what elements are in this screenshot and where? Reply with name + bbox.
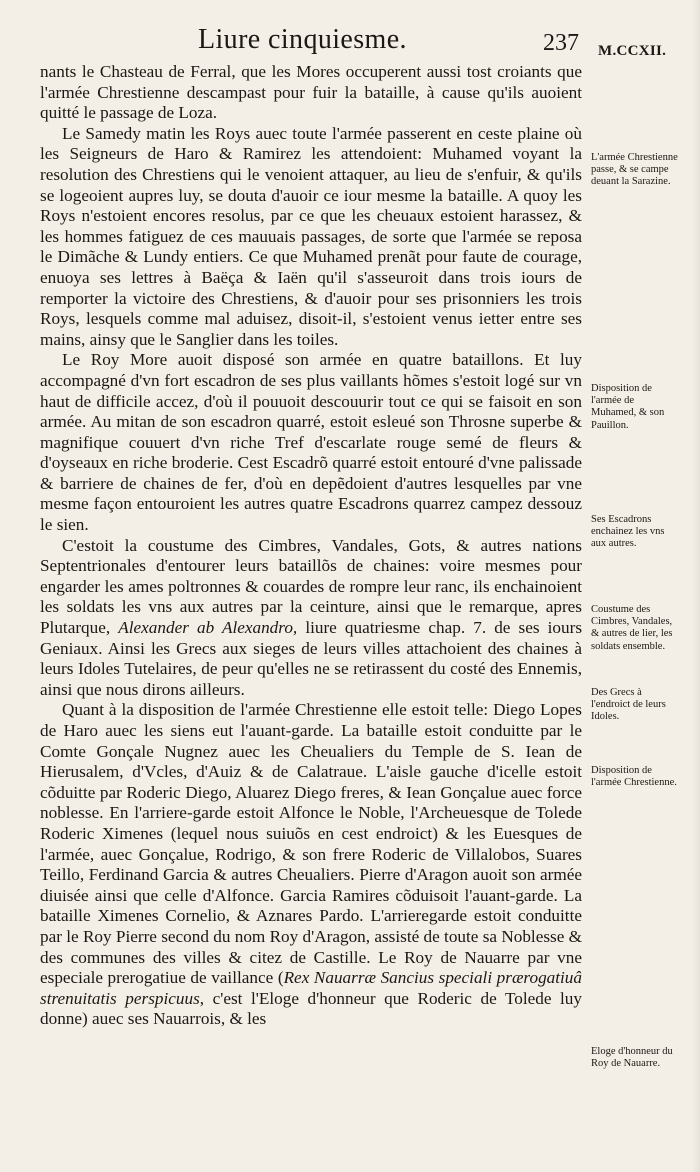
- page-number: 237: [543, 30, 579, 56]
- margin-note-6: Disposition de l'armée Chrestienne.: [591, 765, 677, 789]
- paragraph-3: Le Roy More auoit disposé son armée en quatre bataillons. Et luy accompagné d'vn fort escadron de ses plus vaillants hõmes s'estoit logé sur vn haut de difficile accez, d'où il pouuoit descouurir tout ce qui se faisoit en son armée. Au mitan de son escadron quarré, estoit esleué son Throsne superbe & magnifique couuert d'vn riche Tref d'escarlate rouge semé de fleurs & d'oyseaux en riche broderie. Cest Escadrõ quarré estoit entouré d'vne palissade & barriere de chaines de fer, d'où en depẽdoient d'autres lesquelles par vne mesme façon entouroient les autres quatre Escadrons quarrez campez dessouz le sien.: [40, 350, 582, 535]
- page-header: [0, 22, 700, 62]
- paragraph-5-latin-quote: Rex Nauarræ Sancius speciali prærogatiuâ strenuitatis perspicuus: [40, 968, 582, 1008]
- paragraph-4: [40, 536, 582, 701]
- paragraph-5: [40, 700, 582, 1030]
- margin-note-7: Eloge d'honneur du Roy de Nauarre.: [591, 1046, 673, 1070]
- paragraph-4-text-a: C'estoit la coustume des Cimbres, Vandales, Gots, & autres nations Septentrionales d'entourer leurs bataillõs de chaines: voire mesmes pour engarder les ames poltronnes & couardes de rompre leur ranc, ils enchainoient les soldats les vns aux autres par la ceinture, ainsi que le remarque, apres Plutarque,: [40, 535, 582, 638]
- paragraph-5-text-b: , c'est l'Eloge d'honneur que Roderic de Tolede luy donne) auec ses Nauarrois, & les: [40, 988, 582, 1029]
- page-edge-shade: [692, 0, 700, 1172]
- margin-note-1: L'armée Chrestienne passe, & se campe deuant la Sarazine.: [591, 152, 678, 188]
- paragraph-1: nants le Chasteau de Ferral, que les Mores occuperent aussi tost croiants que l'armée Chrestienne descampast pour fuir la bataille, à cause qu'ils auoient quitté le passage de Loza.: [40, 62, 582, 123]
- margin-note-3: Ses Escadrons enchainez les vns aux autres.: [591, 514, 665, 550]
- margin-note-4: Coustume des Cimbres, Vandales, & autres de lier, les soldats ensemble.: [591, 604, 673, 652]
- paragraph-2: Le Samedy matin les Roys auec toute l'armée passerent en ceste plaine où les Seigneurs de Haro & Ramirez les attendoient: Muhamed voyant la resolution des Chrestiens qui le venoient attaquer, au lieu de s'enfuir, & qu'ils se logeoient aupres luy, se douta d'auoir ce iour mesme la bataille. A quoy les Roys n'estoient encores resolus, par ce que les cheuaux estoient harassez, & les hommes fatiguez de ces mauuais passages, de sorte que l'armée se reposa le Dimãche & Lundy entiers. Ce que Muhamed prenãt pour faute de courage, enuoya ses lettres à Baëça & Iaën qu'il s'asseuroit dans trois iours de remporter la victoire des Chrestiens, & d'auoir pour ses prisonniers les trois Roys, lesquels comme mal aduisez, disoit-il, s'estoient venus ietter entre ses mains, ainsy que le Sanglier dans les toiles.: [40, 123, 582, 349]
- year-marginal-heading: M.CCXII.: [598, 43, 667, 59]
- main-text-block: [40, 62, 582, 1030]
- margin-note-2: Disposition de l'armée de Muhamed, & son Pauillon.: [591, 383, 665, 431]
- running-title: Liure cinquiesme.: [198, 24, 407, 55]
- margin-note-5: Des Grecs à l'endroict de leurs Idoles.: [591, 687, 666, 723]
- paragraph-5-text-a: Quant à la disposition de l'armée Chrestienne elle estoit telle: Diego Lopes de Haro auec les siens eut l'auant-garde. La bataille estoit conduitte par le Comte Gonçale Nugnez auec les Cheualiers du Temple de S. Iean de Hierusalem, d'Vcles, d'Auiz & de Calatraue. L'aisle gauche d'icelle estoit cõduitte par Roderic Diego, Aluarez Diego freres, & Iean Gonçalue auec force noblesse. En l'arriere-garde estoit Alfonce le Noble, l'Archeuesque de Tolede Roderic Ximenes (lequel nous suiuõs en cest endroict) & les Euesques de l'armée, auec Gonçalue, Rodrigo, & son frere Roderic de Villalobos, Suares Teillo, Ferdinand Garcia & autres Cheualiers. Pierre d'Aragon auoit son armée diuisée ainsi que celle d'Alfonce. Garcia Ramires cõduisoit l'auant-garde. La bataille Ximenes Cornelio, & Aznares Pardo. L'arrieregarde estoit conduitte par le Roy Pierre second du nom Roy d'Aragon, assisté de toute sa Noblesse & des communes des villes & citez de Castille. Le Roy de Nauarre par vne especiale prerogatiue de vaillance (: [40, 700, 583, 988]
- paragraph-4-italic-citation: Alexander ab Alexandro,: [118, 618, 298, 638]
- paragraph-4-text-b: liure quatriesme chap. 7. de ses iours Geniaux. Ainsi les Grecs aux sieges de leurs villes attachoient des chaines à leurs Idoles Tutelaires, de peur qu'elles ne se retirassent du costé des Ennemis, ainsi que nous dirons ailleurs.: [40, 618, 583, 699]
